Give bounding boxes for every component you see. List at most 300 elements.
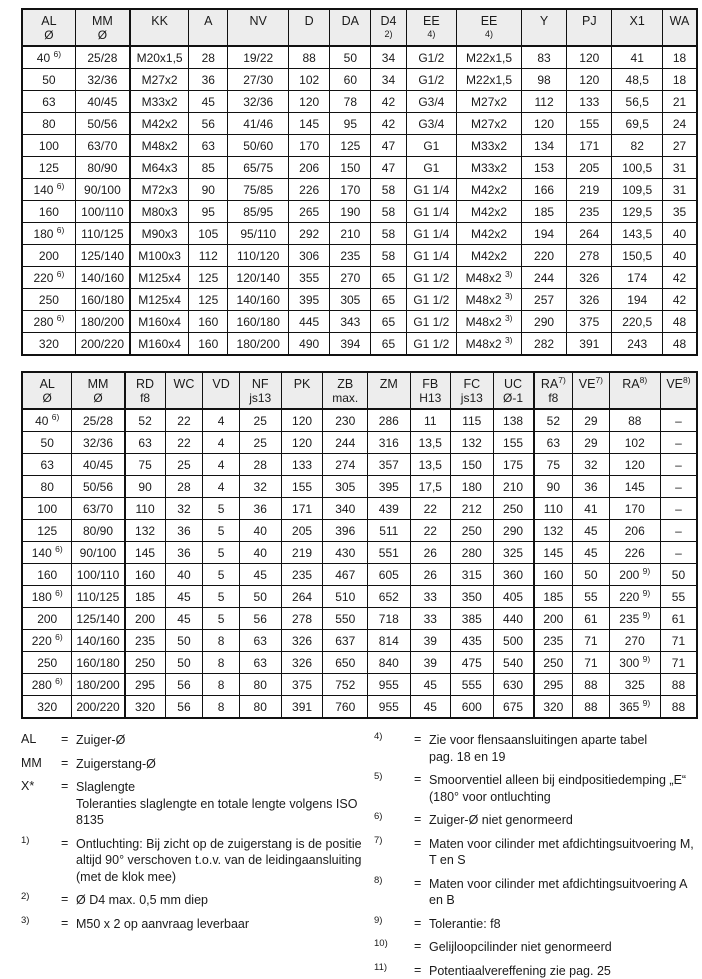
equals-sign: = bbox=[61, 756, 76, 770]
table-cell: 430 bbox=[323, 542, 368, 564]
table-row bbox=[22, 311, 697, 333]
table-cell: 171 bbox=[567, 135, 612, 157]
table-cell: 88 bbox=[660, 674, 697, 696]
table-cell: 50 bbox=[22, 69, 75, 91]
legend-description-line: Gelijloopcilinder niet genormeerd bbox=[429, 939, 698, 956]
table-cell: 200 bbox=[22, 245, 75, 267]
table-cell: 82 bbox=[612, 135, 663, 157]
table-cell: 88 bbox=[573, 674, 609, 696]
table-cell: 250 bbox=[125, 652, 165, 674]
table-row bbox=[22, 586, 697, 608]
table-cell: 75/85 bbox=[228, 179, 289, 201]
table-cell: 90/100 bbox=[75, 179, 130, 201]
table-cell: 150 bbox=[451, 454, 494, 476]
table-cell: 132 bbox=[125, 520, 165, 542]
table-cell: 185 bbox=[125, 586, 165, 608]
table-cell: 155 bbox=[493, 432, 533, 454]
table-cell: 200 bbox=[22, 608, 72, 630]
legend-description-line: Potentiaalvereffening zie pag. 25 bbox=[429, 963, 698, 979]
table-cell: 32 bbox=[573, 454, 609, 476]
table-cell: 31 bbox=[663, 157, 697, 179]
table-cell: 230 bbox=[323, 409, 368, 432]
footnote-marker: 9) bbox=[643, 610, 651, 620]
table-cell: 675 bbox=[493, 696, 533, 719]
table-row bbox=[22, 201, 697, 223]
column-header-mm-1: MM Ø bbox=[75, 9, 130, 46]
equals-sign: = bbox=[414, 963, 429, 977]
table-cell: 210 bbox=[493, 476, 533, 498]
table-cell: 316 bbox=[368, 432, 411, 454]
table-cell: 140/160 bbox=[75, 267, 130, 289]
column-header-y-10: Y bbox=[521, 9, 566, 46]
table-cell: – bbox=[660, 409, 697, 432]
table-cell: 56 bbox=[239, 608, 281, 630]
table-cell: G1 1/4 bbox=[406, 223, 457, 245]
table-row bbox=[22, 696, 697, 719]
legend-item bbox=[374, 812, 698, 829]
table-cell: 295 bbox=[534, 674, 573, 696]
legend-description bbox=[76, 732, 366, 749]
table-cell: 650 bbox=[323, 652, 368, 674]
legend-description-line: Maten voor cilinder met afdichtingsuitvoering M, T en S bbox=[429, 836, 698, 869]
table-cell: 56 bbox=[165, 674, 203, 696]
table-cell: 102 bbox=[609, 432, 660, 454]
column-header-subline: max. bbox=[324, 391, 366, 405]
table-cell: 4 bbox=[203, 409, 239, 432]
column-header-subline: Ø bbox=[24, 391, 70, 405]
legend-term: 3) bbox=[21, 915, 61, 926]
table-cell: 25 bbox=[165, 454, 203, 476]
table-cell: 80 bbox=[239, 696, 281, 719]
table-cell: 145 bbox=[125, 542, 165, 564]
legend-description bbox=[76, 779, 366, 829]
table-cell: 205 bbox=[281, 520, 323, 542]
legend-description-line: Zuiger-Ø niet genormeerd bbox=[429, 812, 698, 829]
table-cell: 80/90 bbox=[75, 157, 130, 179]
table-cell: 385 bbox=[451, 608, 494, 630]
legend-term: MM bbox=[21, 756, 61, 770]
table-cell: 206 bbox=[289, 157, 330, 179]
table-cell: 274 bbox=[323, 454, 368, 476]
table-cell: 90 bbox=[189, 179, 228, 201]
table-cell: 110 bbox=[125, 498, 165, 520]
table-cell: 95 bbox=[189, 201, 228, 223]
legend-description bbox=[429, 732, 698, 765]
legend-term: 4) bbox=[374, 731, 414, 742]
table-cell: 5 bbox=[203, 608, 239, 630]
column-header-subline: f8 bbox=[127, 391, 164, 405]
table-cell: 63 bbox=[534, 432, 573, 454]
table-cell: 5 bbox=[203, 564, 239, 586]
table-cell: 58 bbox=[371, 179, 406, 201]
table-cell: 160 bbox=[22, 201, 75, 223]
table-cell: 33 bbox=[410, 586, 450, 608]
column-header-zb-7: ZB max. bbox=[323, 372, 368, 409]
dimensions-table-2 bbox=[21, 371, 698, 719]
footnote-marker: 6) bbox=[53, 49, 61, 59]
table-row bbox=[22, 223, 697, 245]
table-cell: 42 bbox=[663, 267, 697, 289]
legend-item bbox=[21, 836, 366, 886]
column-header-subline: js13 bbox=[452, 391, 492, 405]
legend-term: 7) bbox=[374, 835, 414, 846]
table-cell: 95/110 bbox=[228, 223, 289, 245]
table-cell: 220 bbox=[521, 245, 566, 267]
table-cell: M100x3 bbox=[130, 245, 189, 267]
table-cell: 58 bbox=[371, 245, 406, 267]
table-cell: 50 bbox=[330, 46, 371, 69]
table-cell: 78 bbox=[330, 91, 371, 113]
table-cell: M48x2 $^{3)}$ bbox=[457, 289, 522, 311]
table-cell: M48x2 $^{3)}$ bbox=[457, 311, 522, 333]
table-cell: 25/28 bbox=[72, 409, 125, 432]
table-cell: 25 bbox=[239, 409, 281, 432]
table-cell: M125x4 bbox=[130, 267, 189, 289]
table-cell: 33 bbox=[410, 608, 450, 630]
table-cell: 305 bbox=[330, 289, 371, 311]
table-cell: 32/36 bbox=[72, 432, 125, 454]
footnote-marker: 3) bbox=[505, 269, 513, 279]
table-cell: 320 bbox=[125, 696, 165, 719]
footnote-marker: 3) bbox=[505, 313, 513, 323]
legend-term: X* bbox=[21, 779, 61, 793]
table-cell: 160/180 bbox=[75, 289, 130, 311]
table-cell: 550 bbox=[323, 608, 368, 630]
header-row bbox=[22, 372, 697, 409]
table-cell: 110/125 bbox=[72, 586, 125, 608]
footnote-marker: 9) bbox=[643, 588, 651, 598]
table-cell: 166 bbox=[521, 179, 566, 201]
legend-description bbox=[76, 916, 366, 933]
table-cell: 305 bbox=[323, 476, 368, 498]
table-cell: 290 bbox=[493, 520, 533, 542]
table-cell: 475 bbox=[451, 652, 494, 674]
table-cell: 32 bbox=[239, 476, 281, 498]
table-cell: 160 bbox=[534, 564, 573, 586]
table-cell: 343 bbox=[330, 311, 371, 333]
table-cell: M27x2 bbox=[457, 113, 522, 135]
table-cell: 90 bbox=[125, 476, 165, 498]
table-cell: 102 bbox=[289, 69, 330, 91]
table-cell: 326 bbox=[567, 267, 612, 289]
table-cell: 50 bbox=[660, 564, 697, 586]
legend-description bbox=[429, 836, 698, 869]
column-header-wc-3: WC bbox=[165, 372, 203, 409]
table-row bbox=[22, 135, 697, 157]
legend-description-line: Tolerantie: f8 bbox=[429, 916, 698, 933]
equals-sign: = bbox=[414, 812, 429, 826]
table-cell: 90/100 bbox=[72, 542, 125, 564]
table-cell: G1/2 bbox=[406, 46, 457, 69]
footnote-marker: 6) bbox=[55, 588, 63, 598]
table-cell: 340 bbox=[323, 498, 368, 520]
column-header-subline: 4) bbox=[458, 29, 520, 39]
table-cell: 65 bbox=[371, 311, 406, 333]
column-header-rd-2: RD f8 bbox=[125, 372, 165, 409]
equals-sign: = bbox=[414, 772, 429, 786]
table-cell: 83 bbox=[521, 46, 566, 69]
table-cell: 630 bbox=[493, 674, 533, 696]
table-cell: 637 bbox=[323, 630, 368, 652]
table-row bbox=[22, 333, 697, 356]
table-cell: 145 bbox=[609, 476, 660, 498]
column-header-vd-4: VD bbox=[203, 372, 239, 409]
table-cell: 194 bbox=[521, 223, 566, 245]
table-row bbox=[22, 267, 697, 289]
table-cell: 286 bbox=[368, 409, 411, 432]
table-cell: 150,5 bbox=[612, 245, 663, 267]
table-cell: 160/180 bbox=[228, 311, 289, 333]
table-cell: 120 bbox=[281, 432, 323, 454]
table-cell: 50 bbox=[239, 586, 281, 608]
column-header-nv-4: NV bbox=[228, 9, 289, 46]
table-cell: 365 $^{9)}$ bbox=[609, 696, 660, 719]
column-header-ra-14: RA$^{8)}$ bbox=[609, 372, 660, 409]
table-row bbox=[22, 454, 697, 476]
table-cell: 50 bbox=[22, 432, 72, 454]
table-cell: 105 bbox=[189, 223, 228, 245]
legend-description-line: pag. 18 en 19 bbox=[429, 749, 698, 766]
table-cell: 145 bbox=[289, 113, 330, 135]
column-header-d-5: D bbox=[289, 9, 330, 46]
footnotes-legend bbox=[21, 732, 698, 979]
table-cell: 63 bbox=[22, 91, 75, 113]
table-cell: – bbox=[660, 476, 697, 498]
table-row bbox=[22, 432, 697, 454]
table-cell: 133 bbox=[567, 91, 612, 113]
column-header-subline: Ø bbox=[73, 391, 122, 405]
table-cell: M48x2 bbox=[130, 135, 189, 157]
table-cell: 510 bbox=[323, 586, 368, 608]
table-cell: 40/45 bbox=[72, 454, 125, 476]
table-cell: 292 bbox=[289, 223, 330, 245]
table-cell: 280 bbox=[451, 542, 494, 564]
table-cell: 100/110 bbox=[75, 201, 130, 223]
table-cell: – bbox=[660, 542, 697, 564]
table-cell: 120 bbox=[521, 113, 566, 135]
table-cell: 19/22 bbox=[228, 46, 289, 69]
table-cell: 194 bbox=[612, 289, 663, 311]
column-header-mm-1: MM Ø bbox=[72, 372, 125, 409]
footnote-marker: 3) bbox=[505, 335, 513, 345]
table-cell: 40 bbox=[663, 245, 697, 267]
table-cell: 219 bbox=[281, 542, 323, 564]
table-cell: 75 bbox=[125, 454, 165, 476]
column-header-pj-11: PJ bbox=[567, 9, 612, 46]
table-cell: 180 bbox=[451, 476, 494, 498]
table-cell: 551 bbox=[368, 542, 411, 564]
table-cell: 41 bbox=[612, 46, 663, 69]
table-cell: M20x1,5 bbox=[130, 46, 189, 69]
table-cell: 435 bbox=[451, 630, 494, 652]
table-cell: 50 bbox=[165, 652, 203, 674]
column-header-subline: 2) bbox=[372, 29, 404, 39]
table-cell: 270 bbox=[609, 630, 660, 652]
table-cell: 61 bbox=[573, 608, 609, 630]
table-cell: 138 bbox=[493, 409, 533, 432]
table-cell: 26 bbox=[410, 542, 450, 564]
table-cell: 50/56 bbox=[72, 476, 125, 498]
table-cell: 39 bbox=[410, 652, 450, 674]
footnote-marker: 6) bbox=[57, 181, 65, 191]
table-cell: 25/28 bbox=[75, 46, 130, 69]
table-cell: 26 bbox=[410, 564, 450, 586]
table-cell: 29 bbox=[573, 432, 609, 454]
footnote-marker: 6) bbox=[55, 544, 63, 554]
table-row bbox=[22, 630, 697, 652]
table-cell: 760 bbox=[323, 696, 368, 719]
table-cell: 5 bbox=[203, 498, 239, 520]
legend-description-line: Maten voor cilinder met afdichtingsuitvoering A en B bbox=[429, 876, 698, 909]
column-header-kk-2: KK bbox=[130, 9, 189, 46]
table-cell: 155 bbox=[567, 113, 612, 135]
legend-description-line: Slaglengte bbox=[76, 779, 366, 796]
table-cell: 52 bbox=[534, 409, 573, 432]
table-cell: 56 bbox=[165, 696, 203, 719]
table-row bbox=[22, 476, 697, 498]
table-cell: 133 bbox=[281, 454, 323, 476]
table-cell: 80 bbox=[22, 476, 72, 498]
table-cell: 25 bbox=[239, 432, 281, 454]
table-row bbox=[22, 46, 697, 69]
legend-term: 10) bbox=[374, 938, 414, 949]
table-cell: 48 bbox=[663, 333, 697, 356]
table-cell: 210 bbox=[330, 223, 371, 245]
table-cell: 40/45 bbox=[75, 91, 130, 113]
table-cell: 24 bbox=[663, 113, 697, 135]
table-cell: 160 bbox=[125, 564, 165, 586]
table-cell: 110/120 bbox=[228, 245, 289, 267]
table-cell: 467 bbox=[323, 564, 368, 586]
table-cell: G1 1/2 bbox=[406, 333, 457, 356]
table-cell: 32 bbox=[165, 498, 203, 520]
column-header-subline: Ø bbox=[77, 28, 128, 42]
table-cell: 61 bbox=[660, 608, 697, 630]
legend-description-line: altijd 90° verschoven t.o.v. van de leidingaansluiting bbox=[76, 852, 366, 869]
table-cell: 8 bbox=[203, 630, 239, 652]
table-cell: 8 bbox=[203, 696, 239, 719]
legend-term: AL bbox=[21, 732, 61, 746]
table-row bbox=[22, 674, 697, 696]
table-cell: 36 bbox=[165, 520, 203, 542]
table-cell: 153 bbox=[521, 157, 566, 179]
footnote-marker: 9) bbox=[643, 654, 651, 664]
table-cell: 226 bbox=[289, 179, 330, 201]
legend-description bbox=[429, 812, 698, 829]
table-cell: 355 bbox=[289, 267, 330, 289]
table-cell: 65 bbox=[371, 289, 406, 311]
table-cell: 22 bbox=[410, 520, 450, 542]
table-cell: 955 bbox=[368, 696, 411, 719]
table-cell: 27 bbox=[663, 135, 697, 157]
table-cell: 56 bbox=[189, 113, 228, 135]
table-cell: 50/60 bbox=[228, 135, 289, 157]
column-header-subline: f8 bbox=[536, 391, 572, 405]
table-cell: 90 bbox=[534, 476, 573, 498]
equals-sign: = bbox=[61, 836, 76, 850]
column-header-da-6: DA bbox=[330, 9, 371, 46]
table-cell: 718 bbox=[368, 608, 411, 630]
table-cell: 40 bbox=[165, 564, 203, 586]
table-cell: M33x2 bbox=[457, 157, 522, 179]
table-row bbox=[22, 564, 697, 586]
table-cell: 243 bbox=[612, 333, 663, 356]
table-cell: 270 bbox=[330, 267, 371, 289]
table-cell: M48x2 $^{3)}$ bbox=[457, 267, 522, 289]
table-cell: 28 bbox=[189, 46, 228, 69]
table-cell: M64x3 bbox=[130, 157, 189, 179]
table-cell: 100/110 bbox=[72, 564, 125, 586]
table-cell: 45 bbox=[189, 91, 228, 113]
table-cell: 840 bbox=[368, 652, 411, 674]
table-cell: 45 bbox=[573, 542, 609, 564]
table-cell: 235 bbox=[330, 245, 371, 267]
table-cell: 174 bbox=[612, 267, 663, 289]
table-cell: 71 bbox=[573, 630, 609, 652]
equals-sign: = bbox=[414, 732, 429, 746]
table-cell: 180/200 bbox=[228, 333, 289, 356]
table-cell: 235 bbox=[567, 201, 612, 223]
table-cell: 32/36 bbox=[75, 69, 130, 91]
table-cell: 326 bbox=[567, 289, 612, 311]
legend-description bbox=[429, 939, 698, 956]
table-cell: 375 bbox=[281, 674, 323, 696]
column-header-subline: H13 bbox=[412, 391, 449, 405]
table-cell: 45 bbox=[573, 520, 609, 542]
footnote-marker: 8) bbox=[640, 375, 648, 385]
table-row bbox=[22, 91, 697, 113]
table-cell: 112 bbox=[521, 91, 566, 113]
table-cell: 69,5 bbox=[612, 113, 663, 135]
table-cell: 235 bbox=[534, 630, 573, 652]
table-cell: 63 bbox=[239, 630, 281, 652]
table-cell: 65/75 bbox=[228, 157, 289, 179]
table-cell: 120/140 bbox=[228, 267, 289, 289]
table-cell: 391 bbox=[281, 696, 323, 719]
table-cell: 45 bbox=[410, 674, 450, 696]
table-cell: 395 bbox=[368, 476, 411, 498]
table-cell: 280 $^{6)}$ bbox=[22, 674, 72, 696]
table-cell: 511 bbox=[368, 520, 411, 542]
table-cell: 250 bbox=[22, 652, 72, 674]
table-cell: 36 bbox=[239, 498, 281, 520]
table-cell: 160 bbox=[189, 333, 228, 356]
table-cell: 325 bbox=[493, 542, 533, 564]
column-header-ee-9: EE 4) bbox=[457, 9, 522, 46]
table-cell: 11 bbox=[410, 409, 450, 432]
table-cell: 18 bbox=[663, 46, 697, 69]
table-row bbox=[22, 245, 697, 267]
table-cell: 28 bbox=[239, 454, 281, 476]
table-cell: 235 $^{9)}$ bbox=[609, 608, 660, 630]
table-cell: 17,5 bbox=[410, 476, 450, 498]
table-cell: 98 bbox=[521, 69, 566, 91]
table-cell: 220 $^{9)}$ bbox=[609, 586, 660, 608]
table-cell: 235 bbox=[125, 630, 165, 652]
table-cell: 41/46 bbox=[228, 113, 289, 135]
legend-item bbox=[21, 892, 366, 909]
column-header-fb-9: FB H13 bbox=[410, 372, 450, 409]
legend-term: 11) bbox=[374, 962, 414, 973]
table-cell: 206 bbox=[609, 520, 660, 542]
table-cell: M80x3 bbox=[130, 201, 189, 223]
legend-item bbox=[21, 756, 366, 773]
legend-term: 5) bbox=[374, 771, 414, 782]
table-cell: 50/56 bbox=[75, 113, 130, 135]
table-cell: 244 bbox=[521, 267, 566, 289]
equals-sign: = bbox=[61, 892, 76, 906]
table-cell: 110 bbox=[534, 498, 573, 520]
